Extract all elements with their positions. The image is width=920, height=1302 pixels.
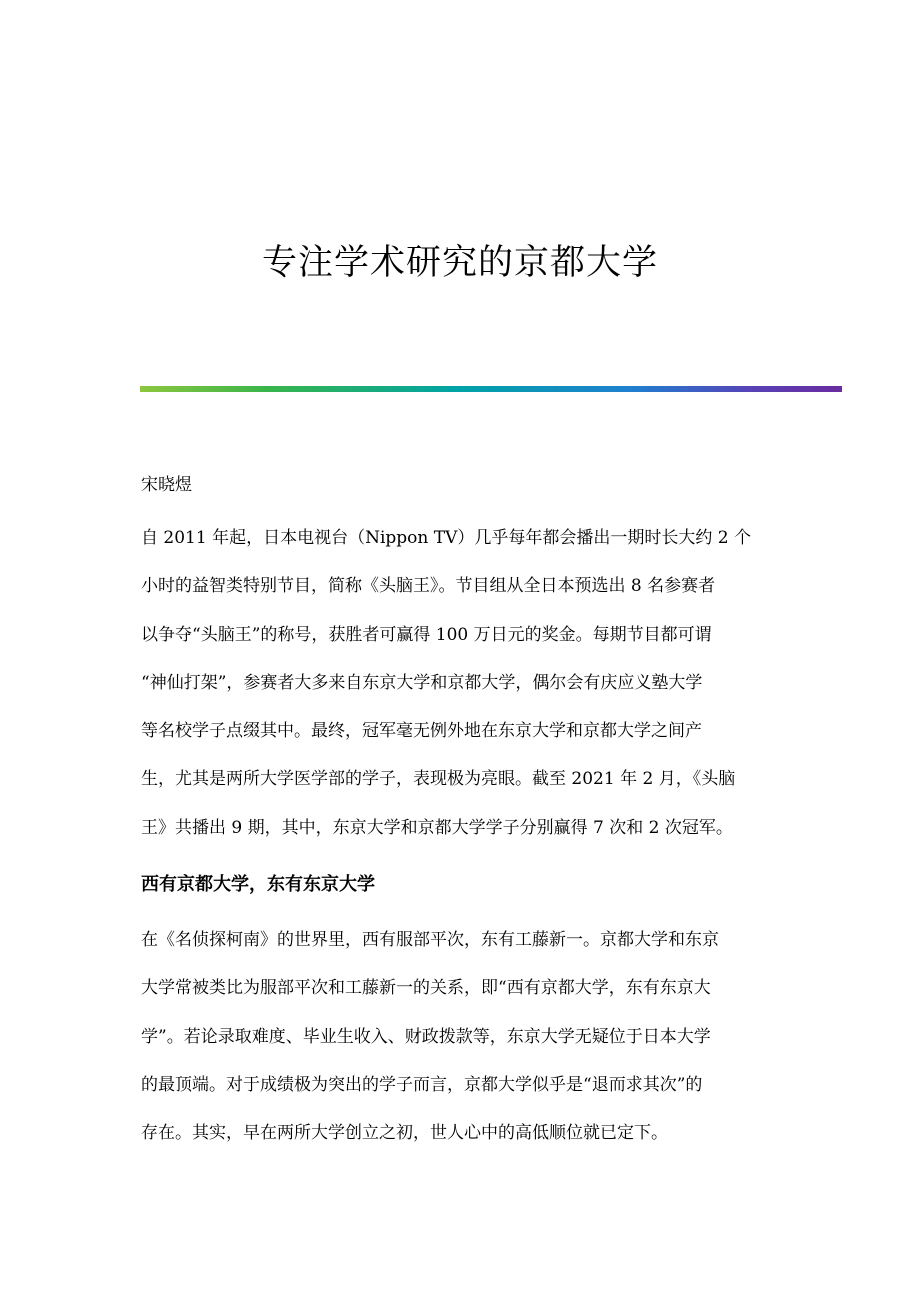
paragraph-intro [141,514,781,852]
paragraph-line: 生，尤其是两所大学医学部的学子，表现极为亮眼。截至 2021 年 2 月，《头脑 [141,769,736,790]
paragraph-line: 王》共播出 9 期，其中，东京大学和京都大学学子分别赢得 7 次和 2 次冠军。 [141,817,733,838]
paragraph-line: 以争夺“头脑王”的称号，获胜者可赢得 100 万日元的奖金。每期节目都可谓 [141,624,712,645]
paragraph-line: 等名校学子点缀其中。最终，冠军毫无例外地在东京大学和京都大学之间产 [141,721,702,742]
title-divider [140,386,842,392]
paragraph-line: 的最顶端。对于成绩极为突出的学子而言，京都大学似乎是“退而求其次”的 [141,1074,703,1095]
paragraph-line: “神仙打架”，参赛者大多来自东京大学和京都大学，偶尔会有庆应义塾大学 [141,672,703,693]
author-name: 宋晓煜 [141,475,192,495]
paragraph-line: 在《名侦探柯南》的世界里，西有服部平次，东有工藤新一。京都大学和东京 [141,930,719,950]
section-heading: 西有京都大学，东有东京大学 [141,874,375,895]
document-title: 专注学术研究的京都大学 [261,243,658,284]
paragraph-line: 自 2011 年起，日本电视台（Nippon TV）几乎每年都会播出一期时长大约 2 个 [141,528,751,548]
paragraph-section [141,916,781,1157]
paragraph-line: 学”。若论录取难度、毕业生收入、财政拨款等，东京大学无疑位于日本大学 [141,1026,711,1047]
paragraph-line: 小时的益智类特别节目，简称《头脑王》。节目组从全日本预选出 8 名参赛者 [141,576,716,597]
paragraph-line: 大学常被类比为服部平次和工藤新一的关系，即“西有京都大学，东有东京大 [141,978,711,999]
paragraph-line: 存在。其实，早在两所大学创立之初，世人心中的高低顺位就已定下。 [141,1123,668,1144]
